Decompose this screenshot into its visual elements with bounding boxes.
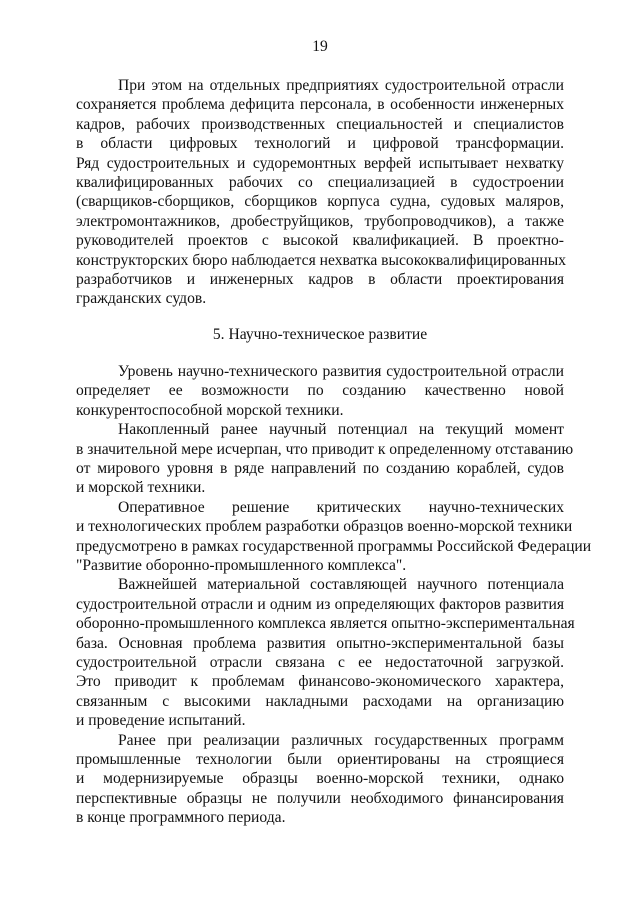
paragraph-line: (сварщиков-сборщиков, сборщиков корпуса судна, судовых маляров, <box>76 193 564 211</box>
paragraph-line: судостроительной отрасли и одним из определяющих факторов развития <box>76 595 564 613</box>
paragraph-line: определяет ее возможности по созданию качественно новой <box>76 382 564 400</box>
paragraph-line: "Развитие оборонно-промышленного комплекса". <box>76 556 407 574</box>
paragraphs-after <box>76 362 592 827</box>
paragraph <box>76 575 575 730</box>
paragraph-line: в области цифровых технологий и цифровой трансформации. <box>76 135 564 153</box>
paragraph <box>76 420 574 498</box>
paragraph <box>76 498 592 576</box>
paragraph-line: квалифицированных рабочих со специализацией в судостроении <box>76 173 564 191</box>
paragraph-line: Оперативное решение критических научно-технических <box>118 498 564 516</box>
paragraph-line: перспективные образцы не получили необходимого финансирования <box>76 789 564 807</box>
paragraph-line: конструкторских бюро наблюдается нехватка высококвалифицированных <box>76 251 566 269</box>
paragraph-line: Важнейшей материальной составляющей научного потенциала <box>118 576 564 594</box>
page-content <box>76 76 592 827</box>
paragraph-line: связанным с высокими накладными расходами на организацию <box>76 692 564 710</box>
paragraph <box>76 731 564 828</box>
paragraph-line: предусмотрено в рамках государственной программы Российской Федерации <box>76 537 592 555</box>
paragraph-line: от мирового уровня в ряде направлений по созданию кораблей, судов <box>76 460 564 478</box>
section-heading: 5. Научно-техническое развитие <box>212 325 428 343</box>
paragraph-line: сохраняется проблема дефицита персонала, в особенности инженерных <box>76 96 564 114</box>
paragraph <box>76 76 564 309</box>
paragraph-line: и технологических проблем разработки образцов военно-морской техники <box>76 518 573 536</box>
paragraph-line: Ранее при реализации различных государственных программ <box>118 731 564 749</box>
paragraph-line: Ряд судостроительных и судоремонтных верфей испытывает нехватку <box>76 154 564 172</box>
paragraph-line: руководителей проектов с высокой квалификацией. В проектно- <box>76 232 564 250</box>
page-number: 19 <box>312 38 328 55</box>
paragraph-line: оборонно-промышленного комплекса является опытно-экспериментальная <box>76 615 575 633</box>
paragraph-line: промышленные технологии были ориентированы на строящиеся <box>76 750 564 768</box>
paragraph-line: и проведение испытаний. <box>76 712 246 730</box>
paragraph-line: гражданских судов. <box>76 290 207 308</box>
paragraph-line: и модернизируемые образцы военно-морской техники, однако <box>76 770 564 788</box>
paragraph-line: При этом на отдельных предприятиях судостроительной отрасли <box>118 77 564 94</box>
paragraph-line: в значительной мере исчерпан, что приводит к определенному отставанию <box>76 440 574 458</box>
paragraph-line: судостроительной отрасли связана с ее недостаточной загрузкой. <box>76 653 564 671</box>
paragraph-line: и морской техники. <box>76 479 206 497</box>
paragraph-line: разработчиков и инженерных кадров в области проектирования <box>76 270 564 288</box>
paragraph-line: Уровень научно-технического развития судостроительной отрасли <box>118 363 564 381</box>
paragraph-line: база. Основная проблема развития опытно-экспериментальной базы <box>76 634 564 652</box>
paragraph-line: кадров, рабочих производственных специальностей и специалистов <box>76 115 564 133</box>
paragraph-line: в конце программного периода. <box>76 809 286 827</box>
paragraph-line: электромонтажников, дробеструйщиков, трубопроводчиков), а также <box>76 212 564 230</box>
paragraphs-before <box>76 76 564 309</box>
paragraph-line: Накопленный ранее научный потенциал на текущий момент <box>118 421 564 439</box>
paragraph <box>76 362 564 420</box>
paragraph-line: конкурентоспособной морской техники. <box>76 401 344 419</box>
paragraph-line: Это приводит к проблемам финансово-экономического характера, <box>76 673 564 691</box>
